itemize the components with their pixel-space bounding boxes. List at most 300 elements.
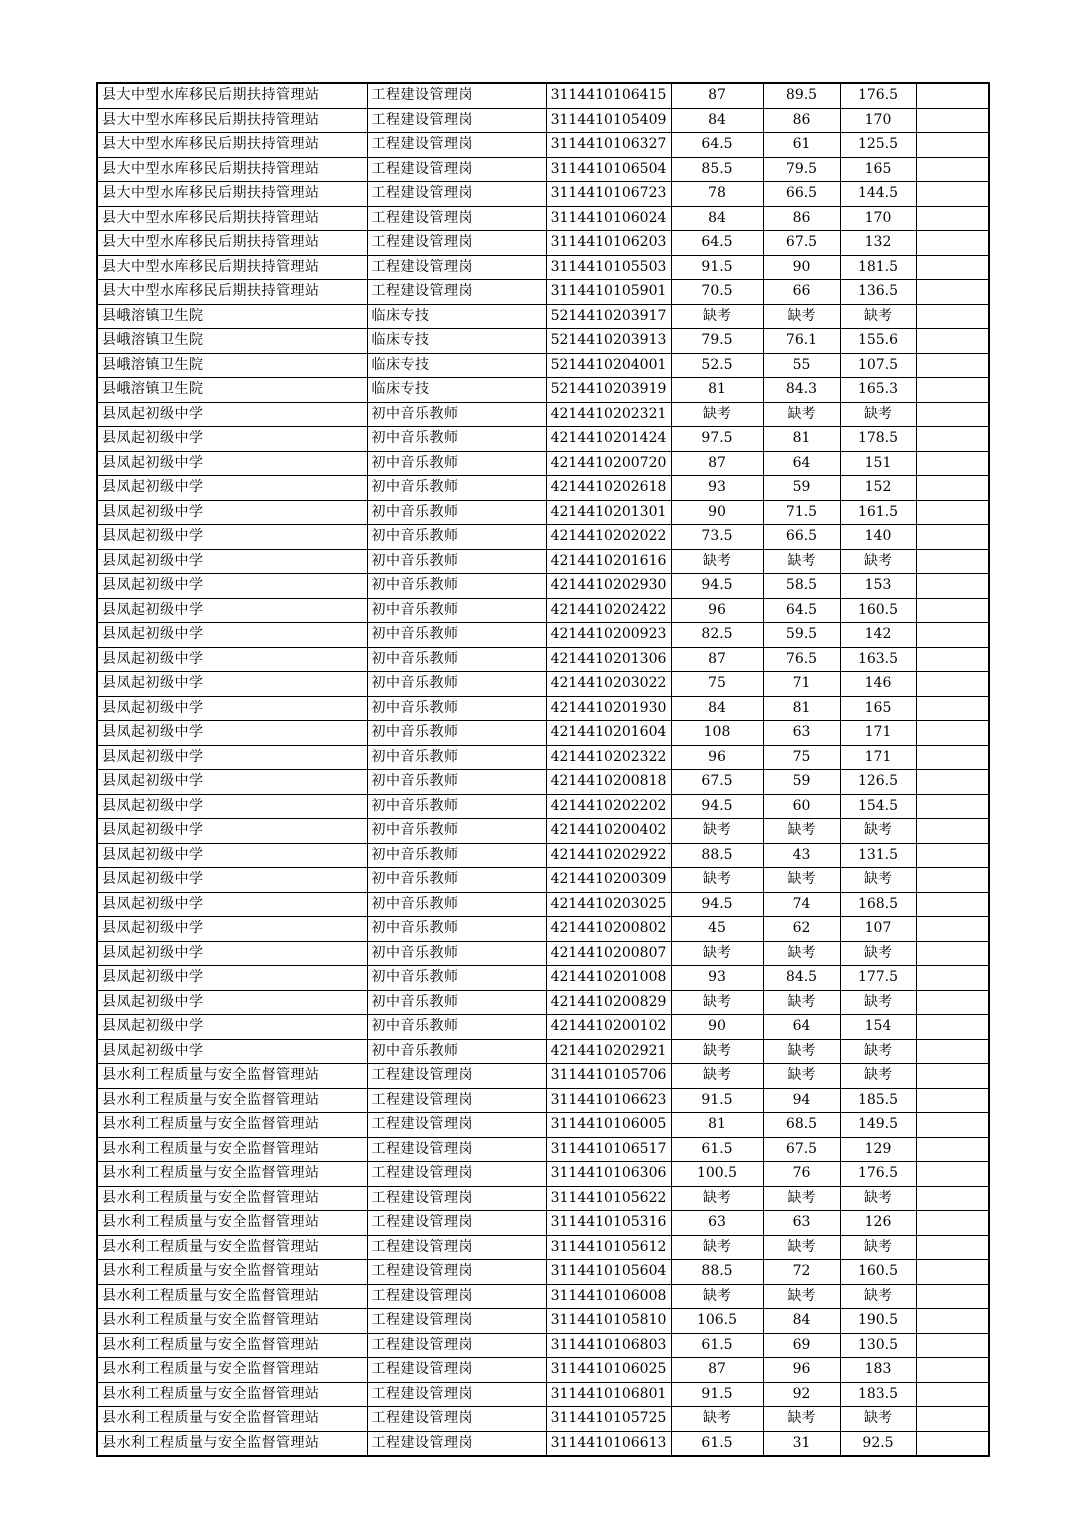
exam-id-cell: 4214410201424 bbox=[546, 427, 671, 452]
remark-cell bbox=[916, 819, 989, 844]
remark-cell bbox=[916, 353, 989, 378]
remark-cell bbox=[916, 1382, 989, 1407]
remark-cell bbox=[916, 1431, 989, 1456]
interview-score-cell: 74 bbox=[763, 892, 840, 917]
table-row bbox=[97, 598, 989, 623]
table-row bbox=[97, 966, 989, 991]
interview-score-cell: 59.5 bbox=[763, 623, 840, 648]
table-row bbox=[97, 1309, 989, 1334]
remark-cell bbox=[916, 255, 989, 280]
total-score-cell: 153 bbox=[840, 574, 916, 599]
table-row bbox=[97, 1260, 989, 1285]
total-score-cell: 107.5 bbox=[840, 353, 916, 378]
position-cell: 初中音乐教师 bbox=[367, 672, 546, 697]
remark-cell bbox=[916, 917, 989, 942]
remark-cell bbox=[916, 990, 989, 1015]
remark-cell bbox=[916, 941, 989, 966]
unit-cell: 县凤起初级中学 bbox=[97, 966, 367, 991]
unit-cell: 县凤起初级中学 bbox=[97, 1039, 367, 1064]
table-row bbox=[97, 1358, 989, 1383]
total-score-cell: 140 bbox=[840, 525, 916, 550]
written-score-cell: 缺考 bbox=[671, 868, 763, 893]
interview-score-cell: 缺考 bbox=[763, 1186, 840, 1211]
position-cell: 工程建设管理岗 bbox=[367, 1431, 546, 1456]
total-score-cell: 149.5 bbox=[840, 1113, 916, 1138]
table-row bbox=[97, 770, 989, 795]
total-score-cell: 165 bbox=[840, 157, 916, 182]
total-score-cell: 163.5 bbox=[840, 647, 916, 672]
interview-score-cell: 71.5 bbox=[763, 500, 840, 525]
written-score-cell: 87 bbox=[671, 1358, 763, 1383]
position-cell: 工程建设管理岗 bbox=[367, 1309, 546, 1334]
interview-score-cell: 86 bbox=[763, 108, 840, 133]
interview-score-cell: 缺考 bbox=[763, 402, 840, 427]
remark-cell bbox=[916, 378, 989, 403]
position-cell: 初中音乐教师 bbox=[367, 990, 546, 1015]
remark-cell bbox=[916, 1358, 989, 1383]
unit-cell: 县大中型水库移民后期扶持管理站 bbox=[97, 280, 367, 305]
unit-cell: 县大中型水库移民后期扶持管理站 bbox=[97, 182, 367, 207]
interview-score-cell: 64 bbox=[763, 1015, 840, 1040]
position-cell: 初中音乐教师 bbox=[367, 500, 546, 525]
table-row bbox=[97, 427, 989, 452]
exam-id-cell: 3114410106008 bbox=[546, 1284, 671, 1309]
position-cell: 初中音乐教师 bbox=[367, 941, 546, 966]
position-cell: 工程建设管理岗 bbox=[367, 1186, 546, 1211]
table-row bbox=[97, 549, 989, 574]
unit-cell: 县水利工程质量与安全监督管理站 bbox=[97, 1186, 367, 1211]
table-row bbox=[97, 917, 989, 942]
table-row bbox=[97, 868, 989, 893]
interview-score-cell: 缺考 bbox=[763, 1284, 840, 1309]
position-cell: 初中音乐教师 bbox=[367, 476, 546, 501]
unit-cell: 县凤起初级中学 bbox=[97, 574, 367, 599]
unit-cell: 县凤起初级中学 bbox=[97, 598, 367, 623]
interview-score-cell: 61 bbox=[763, 133, 840, 158]
written-score-cell: 91.5 bbox=[671, 1382, 763, 1407]
total-score-cell: 160.5 bbox=[840, 1260, 916, 1285]
total-score-cell: 176.5 bbox=[840, 83, 916, 108]
exam-id-cell: 4214410202022 bbox=[546, 525, 671, 550]
table-row bbox=[97, 794, 989, 819]
remark-cell bbox=[916, 476, 989, 501]
unit-cell: 县水利工程质量与安全监督管理站 bbox=[97, 1333, 367, 1358]
table-row bbox=[97, 182, 989, 207]
written-score-cell: 75 bbox=[671, 672, 763, 697]
table-row bbox=[97, 843, 989, 868]
position-cell: 初中音乐教师 bbox=[367, 402, 546, 427]
interview-score-cell: 58.5 bbox=[763, 574, 840, 599]
exam-id-cell: 4214410202922 bbox=[546, 843, 671, 868]
remark-cell bbox=[916, 647, 989, 672]
written-score-cell: 91.5 bbox=[671, 1088, 763, 1113]
position-cell: 工程建设管理岗 bbox=[367, 182, 546, 207]
table-row bbox=[97, 1382, 989, 1407]
unit-cell: 县水利工程质量与安全监督管理站 bbox=[97, 1382, 367, 1407]
written-score-cell: 87 bbox=[671, 451, 763, 476]
exam-id-cell: 3114410105810 bbox=[546, 1309, 671, 1334]
position-cell: 初中音乐教师 bbox=[367, 549, 546, 574]
written-score-cell: 缺考 bbox=[671, 1039, 763, 1064]
exam-id-cell: 5214410203917 bbox=[546, 304, 671, 329]
written-score-cell: 64.5 bbox=[671, 231, 763, 256]
interview-score-cell: 59 bbox=[763, 476, 840, 501]
remark-cell bbox=[916, 598, 989, 623]
position-cell: 工程建设管理岗 bbox=[367, 1064, 546, 1089]
written-score-cell: 90 bbox=[671, 500, 763, 525]
remark-cell bbox=[916, 623, 989, 648]
interview-score-cell: 63 bbox=[763, 721, 840, 746]
position-cell: 工程建设管理岗 bbox=[367, 1260, 546, 1285]
position-cell: 初中音乐教师 bbox=[367, 1039, 546, 1064]
position-cell: 初中音乐教师 bbox=[367, 623, 546, 648]
total-score-cell: 177.5 bbox=[840, 966, 916, 991]
interview-score-cell: 67.5 bbox=[763, 231, 840, 256]
unit-cell: 县水利工程质量与安全监督管理站 bbox=[97, 1064, 367, 1089]
table-row bbox=[97, 745, 989, 770]
total-score-cell: 缺考 bbox=[840, 819, 916, 844]
unit-cell: 县凤起初级中学 bbox=[97, 868, 367, 893]
position-cell: 工程建设管理岗 bbox=[367, 231, 546, 256]
position-cell: 工程建设管理岗 bbox=[367, 157, 546, 182]
interview-score-cell: 缺考 bbox=[763, 1235, 840, 1260]
written-score-cell: 94.5 bbox=[671, 574, 763, 599]
remark-cell bbox=[916, 794, 989, 819]
exam-id-cell: 4214410202618 bbox=[546, 476, 671, 501]
table-row bbox=[97, 1113, 989, 1138]
table-row bbox=[97, 108, 989, 133]
written-score-cell: 93 bbox=[671, 476, 763, 501]
score-table bbox=[96, 82, 990, 1457]
remark-cell bbox=[916, 1162, 989, 1187]
unit-cell: 县水利工程质量与安全监督管理站 bbox=[97, 1162, 367, 1187]
written-score-cell: 缺考 bbox=[671, 1407, 763, 1432]
written-score-cell: 90 bbox=[671, 1015, 763, 1040]
total-score-cell: 130.5 bbox=[840, 1333, 916, 1358]
remark-cell bbox=[916, 1309, 989, 1334]
table-row bbox=[97, 1162, 989, 1187]
remark-cell bbox=[916, 696, 989, 721]
exam-id-cell: 4214410200720 bbox=[546, 451, 671, 476]
unit-cell: 县凤起初级中学 bbox=[97, 770, 367, 795]
exam-id-cell: 4214410201306 bbox=[546, 647, 671, 672]
interview-score-cell: 84.3 bbox=[763, 378, 840, 403]
written-score-cell: 52.5 bbox=[671, 353, 763, 378]
exam-id-cell: 3114410106723 bbox=[546, 182, 671, 207]
total-score-cell: 缺考 bbox=[840, 990, 916, 1015]
interview-score-cell: 缺考 bbox=[763, 819, 840, 844]
exam-id-cell: 3114410105409 bbox=[546, 108, 671, 133]
unit-cell: 县水利工程质量与安全监督管理站 bbox=[97, 1407, 367, 1432]
written-score-cell: 88.5 bbox=[671, 843, 763, 868]
unit-cell: 县峨溶镇卫生院 bbox=[97, 353, 367, 378]
remark-cell bbox=[916, 1235, 989, 1260]
exam-id-cell: 4214410201301 bbox=[546, 500, 671, 525]
unit-cell: 县凤起初级中学 bbox=[97, 941, 367, 966]
remark-cell bbox=[916, 1284, 989, 1309]
table-row bbox=[97, 1407, 989, 1432]
position-cell: 工程建设管理岗 bbox=[367, 1137, 546, 1162]
total-score-cell: 缺考 bbox=[840, 1039, 916, 1064]
written-score-cell: 94.5 bbox=[671, 892, 763, 917]
exam-id-cell: 3114410106517 bbox=[546, 1137, 671, 1162]
total-score-cell: 缺考 bbox=[840, 1235, 916, 1260]
position-cell: 工程建设管理岗 bbox=[367, 1382, 546, 1407]
position-cell: 工程建设管理岗 bbox=[367, 1358, 546, 1383]
interview-score-cell: 缺考 bbox=[763, 941, 840, 966]
table-row bbox=[97, 1064, 989, 1089]
exam-id-cell: 4214410200923 bbox=[546, 623, 671, 648]
exam-id-cell: 3114410105622 bbox=[546, 1186, 671, 1211]
remark-cell bbox=[916, 1260, 989, 1285]
total-score-cell: 151 bbox=[840, 451, 916, 476]
exam-id-cell: 4214410202321 bbox=[546, 402, 671, 427]
remark-cell bbox=[916, 206, 989, 231]
total-score-cell: 92.5 bbox=[840, 1431, 916, 1456]
total-score-cell: 183 bbox=[840, 1358, 916, 1383]
unit-cell: 县凤起初级中学 bbox=[97, 647, 367, 672]
table-row bbox=[97, 353, 989, 378]
written-score-cell: 缺考 bbox=[671, 549, 763, 574]
table-row bbox=[97, 1431, 989, 1456]
interview-score-cell: 64.5 bbox=[763, 598, 840, 623]
exam-id-cell: 4214410202921 bbox=[546, 1039, 671, 1064]
position-cell: 初中音乐教师 bbox=[367, 427, 546, 452]
total-score-cell: 146 bbox=[840, 672, 916, 697]
position-cell: 初中音乐教师 bbox=[367, 745, 546, 770]
unit-cell: 县水利工程质量与安全监督管理站 bbox=[97, 1113, 367, 1138]
exam-id-cell: 4214410200102 bbox=[546, 1015, 671, 1040]
interview-score-cell: 86 bbox=[763, 206, 840, 231]
total-score-cell: 181.5 bbox=[840, 255, 916, 280]
interview-score-cell: 62 bbox=[763, 917, 840, 942]
total-score-cell: 170 bbox=[840, 108, 916, 133]
total-score-cell: 160.5 bbox=[840, 598, 916, 623]
total-score-cell: 155.6 bbox=[840, 329, 916, 354]
table-row bbox=[97, 83, 989, 108]
written-score-cell: 84 bbox=[671, 206, 763, 231]
written-score-cell: 87 bbox=[671, 647, 763, 672]
position-cell: 工程建设管理岗 bbox=[367, 133, 546, 158]
table-row bbox=[97, 696, 989, 721]
remark-cell bbox=[916, 231, 989, 256]
remark-cell bbox=[916, 745, 989, 770]
interview-score-cell: 90 bbox=[763, 255, 840, 280]
exam-id-cell: 4214410201616 bbox=[546, 549, 671, 574]
written-score-cell: 106.5 bbox=[671, 1309, 763, 1334]
remark-cell bbox=[916, 402, 989, 427]
total-score-cell: 144.5 bbox=[840, 182, 916, 207]
written-score-cell: 缺考 bbox=[671, 1235, 763, 1260]
unit-cell: 县凤起初级中学 bbox=[97, 696, 367, 721]
written-score-cell: 61.5 bbox=[671, 1431, 763, 1456]
written-score-cell: 缺考 bbox=[671, 941, 763, 966]
table-row bbox=[97, 1186, 989, 1211]
remark-cell bbox=[916, 1186, 989, 1211]
total-score-cell: 缺考 bbox=[840, 549, 916, 574]
written-score-cell: 缺考 bbox=[671, 402, 763, 427]
position-cell: 工程建设管理岗 bbox=[367, 280, 546, 305]
total-score-cell: 136.5 bbox=[840, 280, 916, 305]
position-cell: 工程建设管理岗 bbox=[367, 1407, 546, 1432]
unit-cell: 县凤起初级中学 bbox=[97, 721, 367, 746]
written-score-cell: 88.5 bbox=[671, 1260, 763, 1285]
exam-id-cell: 4214410200402 bbox=[546, 819, 671, 844]
unit-cell: 县峨溶镇卫生院 bbox=[97, 304, 367, 329]
remark-cell bbox=[916, 1064, 989, 1089]
remark-cell bbox=[916, 770, 989, 795]
remark-cell bbox=[916, 892, 989, 917]
position-cell: 临床专技 bbox=[367, 329, 546, 354]
exam-id-cell: 3114410105706 bbox=[546, 1064, 671, 1089]
table-row bbox=[97, 1333, 989, 1358]
interview-score-cell: 64 bbox=[763, 451, 840, 476]
position-cell: 初中音乐教师 bbox=[367, 917, 546, 942]
position-cell: 工程建设管理岗 bbox=[367, 1113, 546, 1138]
exam-id-cell: 4214410202322 bbox=[546, 745, 671, 770]
unit-cell: 县水利工程质量与安全监督管理站 bbox=[97, 1088, 367, 1113]
remark-cell bbox=[916, 721, 989, 746]
written-score-cell: 96 bbox=[671, 745, 763, 770]
unit-cell: 县水利工程质量与安全监督管理站 bbox=[97, 1235, 367, 1260]
written-score-cell: 81 bbox=[671, 378, 763, 403]
written-score-cell: 63 bbox=[671, 1211, 763, 1236]
remark-cell bbox=[916, 1015, 989, 1040]
table-row bbox=[97, 304, 989, 329]
interview-score-cell: 84.5 bbox=[763, 966, 840, 991]
exam-id-cell: 4214410203022 bbox=[546, 672, 671, 697]
interview-score-cell: 55 bbox=[763, 353, 840, 378]
unit-cell: 县凤起初级中学 bbox=[97, 476, 367, 501]
exam-id-cell: 3114410105901 bbox=[546, 280, 671, 305]
written-score-cell: 108 bbox=[671, 721, 763, 746]
interview-score-cell: 79.5 bbox=[763, 157, 840, 182]
interview-score-cell: 60 bbox=[763, 794, 840, 819]
total-score-cell: 缺考 bbox=[840, 868, 916, 893]
unit-cell: 县凤起初级中学 bbox=[97, 819, 367, 844]
remark-cell bbox=[916, 182, 989, 207]
position-cell: 初中音乐教师 bbox=[367, 598, 546, 623]
unit-cell: 县凤起初级中学 bbox=[97, 623, 367, 648]
remark-cell bbox=[916, 1137, 989, 1162]
remark-cell bbox=[916, 1039, 989, 1064]
interview-score-cell: 84 bbox=[763, 1309, 840, 1334]
unit-cell: 县凤起初级中学 bbox=[97, 917, 367, 942]
unit-cell: 县水利工程质量与安全监督管理站 bbox=[97, 1431, 367, 1456]
exam-id-cell: 4214410201008 bbox=[546, 966, 671, 991]
total-score-cell: 178.5 bbox=[840, 427, 916, 452]
written-score-cell: 81 bbox=[671, 1113, 763, 1138]
written-score-cell: 84 bbox=[671, 696, 763, 721]
position-cell: 初中音乐教师 bbox=[367, 696, 546, 721]
unit-cell: 县凤起初级中学 bbox=[97, 549, 367, 574]
exam-id-cell: 3114410105604 bbox=[546, 1260, 671, 1285]
exam-id-cell: 3114410106613 bbox=[546, 1431, 671, 1456]
written-score-cell: 45 bbox=[671, 917, 763, 942]
table-row bbox=[97, 990, 989, 1015]
exam-id-cell: 4214410202202 bbox=[546, 794, 671, 819]
exam-id-cell: 4214410202930 bbox=[546, 574, 671, 599]
interview-score-cell: 66.5 bbox=[763, 525, 840, 550]
exam-id-cell: 4214410201604 bbox=[546, 721, 671, 746]
interview-score-cell: 59 bbox=[763, 770, 840, 795]
total-score-cell: 131.5 bbox=[840, 843, 916, 868]
position-cell: 临床专技 bbox=[367, 353, 546, 378]
table-row bbox=[97, 1284, 989, 1309]
exam-id-cell: 3114410106306 bbox=[546, 1162, 671, 1187]
remark-cell bbox=[916, 843, 989, 868]
position-cell: 工程建设管理岗 bbox=[367, 206, 546, 231]
total-score-cell: 190.5 bbox=[840, 1309, 916, 1334]
table-row bbox=[97, 1137, 989, 1162]
unit-cell: 县凤起初级中学 bbox=[97, 745, 367, 770]
written-score-cell: 61.5 bbox=[671, 1333, 763, 1358]
exam-id-cell: 3114410106623 bbox=[546, 1088, 671, 1113]
total-score-cell: 171 bbox=[840, 721, 916, 746]
total-score-cell: 126 bbox=[840, 1211, 916, 1236]
exam-id-cell: 4214410200807 bbox=[546, 941, 671, 966]
position-cell: 初中音乐教师 bbox=[367, 525, 546, 550]
interview-score-cell: 69 bbox=[763, 1333, 840, 1358]
interview-score-cell: 96 bbox=[763, 1358, 840, 1383]
total-score-cell: 154.5 bbox=[840, 794, 916, 819]
interview-score-cell: 76.1 bbox=[763, 329, 840, 354]
written-score-cell: 93 bbox=[671, 966, 763, 991]
interview-score-cell: 缺考 bbox=[763, 1064, 840, 1089]
exam-id-cell: 4214410201930 bbox=[546, 696, 671, 721]
remark-cell bbox=[916, 451, 989, 476]
unit-cell: 县凤起初级中学 bbox=[97, 1015, 367, 1040]
position-cell: 临床专技 bbox=[367, 378, 546, 403]
unit-cell: 县峨溶镇卫生院 bbox=[97, 378, 367, 403]
interview-score-cell: 76.5 bbox=[763, 647, 840, 672]
interview-score-cell: 72 bbox=[763, 1260, 840, 1285]
written-score-cell: 缺考 bbox=[671, 1284, 763, 1309]
position-cell: 工程建设管理岗 bbox=[367, 1235, 546, 1260]
unit-cell: 县凤起初级中学 bbox=[97, 451, 367, 476]
unit-cell: 县水利工程质量与安全监督管理站 bbox=[97, 1211, 367, 1236]
written-score-cell: 79.5 bbox=[671, 329, 763, 354]
unit-cell: 县凤起初级中学 bbox=[97, 525, 367, 550]
total-score-cell: 107 bbox=[840, 917, 916, 942]
written-score-cell: 97.5 bbox=[671, 427, 763, 452]
exam-id-cell: 3114410105503 bbox=[546, 255, 671, 280]
total-score-cell: 126.5 bbox=[840, 770, 916, 795]
remark-cell bbox=[916, 500, 989, 525]
table-row bbox=[97, 819, 989, 844]
exam-id-cell: 4214410200829 bbox=[546, 990, 671, 1015]
unit-cell: 县凤起初级中学 bbox=[97, 500, 367, 525]
remark-cell bbox=[916, 574, 989, 599]
total-score-cell: 142 bbox=[840, 623, 916, 648]
interview-score-cell: 63 bbox=[763, 1211, 840, 1236]
total-score-cell: 176.5 bbox=[840, 1162, 916, 1187]
remark-cell bbox=[916, 133, 989, 158]
unit-cell: 县凤起初级中学 bbox=[97, 402, 367, 427]
interview-score-cell: 缺考 bbox=[763, 990, 840, 1015]
exam-id-cell: 4214410202422 bbox=[546, 598, 671, 623]
written-score-cell: 94.5 bbox=[671, 794, 763, 819]
position-cell: 初中音乐教师 bbox=[367, 892, 546, 917]
total-score-cell: 185.5 bbox=[840, 1088, 916, 1113]
position-cell: 工程建设管理岗 bbox=[367, 108, 546, 133]
table-row bbox=[97, 378, 989, 403]
unit-cell: 县水利工程质量与安全监督管理站 bbox=[97, 1309, 367, 1334]
total-score-cell: 154 bbox=[840, 1015, 916, 1040]
table-row bbox=[97, 206, 989, 231]
written-score-cell: 73.5 bbox=[671, 525, 763, 550]
position-cell: 初中音乐教师 bbox=[367, 451, 546, 476]
